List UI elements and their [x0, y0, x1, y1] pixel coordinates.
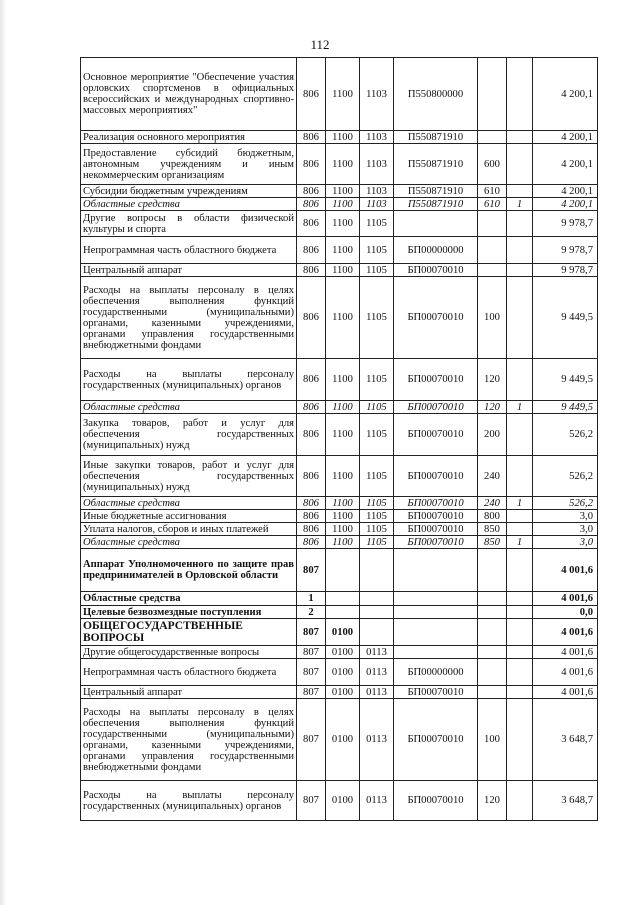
row-funding-source [507, 185, 533, 198]
row-target-article [394, 211, 478, 237]
row-department-code: 807 [297, 699, 326, 781]
row-section-code: 1100 [326, 523, 360, 536]
table-row [81, 592, 598, 606]
row-target-article: БП00070010 [394, 686, 478, 699]
row-department-code: 1 [297, 592, 326, 606]
row-name: Расходы на выплаты персоналу в целях обеспечения выполнения функций государственными (муниципальными) органами, казенными учреждениями, органами управления государственными внебюджетными фондами [81, 699, 297, 781]
row-target-article: БП00000000 [394, 237, 478, 264]
row-amount: 4 200,1 [533, 131, 598, 144]
row-expense-type: 800 [478, 510, 507, 523]
row-name: Иные закупки товаров, работ и услуг для обеспечения государственных (муниципальных) нужд [81, 456, 297, 497]
row-amount: 4 001,6 [533, 686, 598, 699]
table-row [81, 659, 598, 686]
row-expense-type [478, 686, 507, 699]
table-row [81, 277, 598, 359]
row-funding-source [507, 277, 533, 359]
row-amount: 4 001,6 [533, 659, 598, 686]
row-expense-type: 610 [478, 185, 507, 198]
table-row [81, 144, 598, 185]
row-funding-source [507, 549, 533, 592]
table-row [81, 646, 598, 659]
table-row [81, 131, 598, 144]
row-expense-type [478, 211, 507, 237]
row-target-article [394, 549, 478, 592]
row-funding-source [507, 699, 533, 781]
row-section-code: 1100 [326, 264, 360, 277]
row-subsection-code [360, 549, 394, 592]
row-section-code: 1100 [326, 198, 360, 211]
row-name: Областные средства [81, 198, 297, 211]
row-amount: 3 648,7 [533, 781, 598, 821]
row-section-code: 1100 [326, 497, 360, 510]
row-section-code: 1100 [326, 144, 360, 185]
table-row [81, 401, 598, 414]
row-section-code: 0100 [326, 646, 360, 659]
row-subsection-code: 1105 [360, 523, 394, 536]
row-target-article: БП00070010 [394, 359, 478, 401]
row-funding-source [507, 131, 533, 144]
row-target-article: БП00070010 [394, 781, 478, 821]
row-subsection-code: 1103 [360, 131, 394, 144]
row-section-code [326, 549, 360, 592]
table-row [81, 549, 598, 592]
row-funding-source: 1 [507, 497, 533, 510]
row-name: Закупка товаров, работ и услуг для обеспечения государственных (муниципальных) нужд [81, 414, 297, 456]
row-subsection-code [360, 592, 394, 606]
row-subsection-code [360, 619, 394, 646]
table-row [81, 185, 598, 198]
row-name: Другие общегосударственные вопросы [81, 646, 297, 659]
row-subsection-code: 1105 [360, 497, 394, 510]
row-section-code: 1100 [326, 277, 360, 359]
row-name: Реализация основного мероприятия [81, 131, 297, 144]
row-name: Областные средства [81, 536, 297, 549]
row-department-code: 807 [297, 686, 326, 699]
row-subsection-code: 1105 [360, 401, 394, 414]
row-target-article: БП00070010 [394, 401, 478, 414]
row-amount: 9 978,7 [533, 211, 598, 237]
table-row [81, 781, 598, 821]
row-department-code: 806 [297, 510, 326, 523]
row-target-article: П550871910 [394, 185, 478, 198]
row-department-code: 806 [297, 198, 326, 211]
row-name: Областные средства [81, 497, 297, 510]
row-target-article: БП00070010 [394, 456, 478, 497]
row-department-code: 807 [297, 659, 326, 686]
table-row [81, 414, 598, 456]
row-subsection-code: 1105 [360, 359, 394, 401]
row-department-code: 806 [297, 185, 326, 198]
row-department-code: 807 [297, 646, 326, 659]
row-funding-source [507, 781, 533, 821]
row-subsection-code: 1105 [360, 414, 394, 456]
row-funding-source [507, 523, 533, 536]
scan-edge-shadow [0, 0, 6, 905]
row-expense-type: 120 [478, 359, 507, 401]
row-target-article: П550871910 [394, 131, 478, 144]
row-department-code: 2 [297, 606, 326, 619]
table-row [81, 264, 598, 277]
row-department-code: 806 [297, 401, 326, 414]
row-section-code: 1100 [326, 510, 360, 523]
row-department-code: 806 [297, 131, 326, 144]
row-amount: 4 200,1 [533, 198, 598, 211]
row-amount: 9 449,5 [533, 359, 598, 401]
row-name: Центральный аппарат [81, 264, 297, 277]
row-expense-type [478, 131, 507, 144]
table-row [81, 58, 598, 131]
row-name: Центральный аппарат [81, 686, 297, 699]
row-target-article [394, 646, 478, 659]
row-amount: 9 449,5 [533, 277, 598, 359]
row-amount: 9 978,7 [533, 237, 598, 264]
row-funding-source [507, 144, 533, 185]
row-department-code: 806 [297, 58, 326, 131]
row-section-code: 0100 [326, 686, 360, 699]
row-section-code: 1100 [326, 211, 360, 237]
table-row [81, 510, 598, 523]
row-expense-type: 120 [478, 401, 507, 414]
row-funding-source [507, 456, 533, 497]
row-expense-type: 120 [478, 781, 507, 821]
row-name: Расходы на выплаты персоналу государственных (муниципальных) органов [81, 359, 297, 401]
row-expense-type: 200 [478, 414, 507, 456]
row-section-code: 1100 [326, 359, 360, 401]
row-amount: 526,2 [533, 497, 598, 510]
row-expense-type [478, 264, 507, 277]
row-expense-type: 100 [478, 699, 507, 781]
row-department-code: 806 [297, 497, 326, 510]
row-funding-source [507, 646, 533, 659]
row-section-code: 1100 [326, 401, 360, 414]
row-section-code: 0100 [326, 659, 360, 686]
row-expense-type: 600 [478, 144, 507, 185]
row-expense-type: 240 [478, 456, 507, 497]
row-expense-type: 610 [478, 198, 507, 211]
row-amount: 4 200,1 [533, 144, 598, 185]
row-name: Предоставление субсидий бюджетным, автономным учреждениям и иным некоммерческим организациям [81, 144, 297, 185]
row-target-article: БП00070010 [394, 536, 478, 549]
row-funding-source [507, 414, 533, 456]
row-department-code: 807 [297, 549, 326, 592]
row-amount: 9 449,5 [533, 401, 598, 414]
row-section-code: 1100 [326, 58, 360, 131]
row-subsection-code: 1105 [360, 237, 394, 264]
row-target-article [394, 606, 478, 619]
row-expense-type: 850 [478, 523, 507, 536]
table-row [81, 619, 598, 646]
row-subsection-code: 0113 [360, 646, 394, 659]
row-subsection-code: 1105 [360, 510, 394, 523]
row-target-article: БП00070010 [394, 277, 478, 359]
row-target-article: П550871910 [394, 144, 478, 185]
row-subsection-code: 1105 [360, 536, 394, 549]
row-funding-source [507, 264, 533, 277]
row-department-code: 807 [297, 781, 326, 821]
row-funding-source [507, 606, 533, 619]
row-amount: 3,0 [533, 510, 598, 523]
row-section-code [326, 606, 360, 619]
row-name: Основное мероприятие "Обеспечение участия орловских спортсменов в официальных всероссийских и международных спортивно-массовых мероприятиях" [81, 58, 297, 131]
row-section-code: 1100 [326, 536, 360, 549]
row-department-code: 806 [297, 456, 326, 497]
row-funding-source: 1 [507, 536, 533, 549]
row-section-code: 1100 [326, 237, 360, 264]
row-section-code: 0100 [326, 619, 360, 646]
row-subsection-code: 1105 [360, 264, 394, 277]
row-name: Субсидии бюджетным учреждениям [81, 185, 297, 198]
row-funding-source: 1 [507, 401, 533, 414]
budget-table [80, 57, 598, 821]
budget-table-body [81, 58, 598, 821]
table-row [81, 237, 598, 264]
row-name: Аппарат Уполномоченного по защите прав предпринимателей в Орловской области [81, 549, 297, 592]
table-row [81, 198, 598, 211]
row-name: Другие вопросы в области физической культуры и спорта [81, 211, 297, 237]
row-expense-type: 100 [478, 277, 507, 359]
row-amount: 4 200,1 [533, 185, 598, 198]
row-funding-source [507, 237, 533, 264]
row-subsection-code [360, 606, 394, 619]
row-department-code: 806 [297, 414, 326, 456]
row-amount: 9 978,7 [533, 264, 598, 277]
row-amount: 526,2 [533, 456, 598, 497]
row-amount: 4 001,6 [533, 619, 598, 646]
row-department-code: 806 [297, 523, 326, 536]
row-section-code [326, 592, 360, 606]
row-amount: 4 001,6 [533, 549, 598, 592]
table-row [81, 456, 598, 497]
row-funding-source [507, 58, 533, 131]
row-target-article: БП00070010 [394, 264, 478, 277]
row-target-article: БП00000000 [394, 659, 478, 686]
row-expense-type: 240 [478, 497, 507, 510]
row-subsection-code: 0113 [360, 686, 394, 699]
table-row [81, 606, 598, 619]
row-department-code: 806 [297, 264, 326, 277]
row-target-article: БП00070010 [394, 497, 478, 510]
row-target-article: БП00070010 [394, 523, 478, 536]
row-expense-type [478, 619, 507, 646]
row-amount: 526,2 [533, 414, 598, 456]
row-department-code: 806 [297, 536, 326, 549]
row-funding-source [507, 619, 533, 646]
row-section-code: 1100 [326, 456, 360, 497]
row-name: Целевые безвозмездные поступления [81, 606, 297, 619]
row-funding-source [507, 659, 533, 686]
row-subsection-code: 1103 [360, 144, 394, 185]
row-subsection-code: 0113 [360, 699, 394, 781]
row-name: Непрограммная часть областного бюджета [81, 659, 297, 686]
row-subsection-code: 1105 [360, 211, 394, 237]
row-department-code: 807 [297, 619, 326, 646]
row-name: Иные бюджетные ассигнования [81, 510, 297, 523]
row-name: Расходы на выплаты персоналу государственных (муниципальных) органов [81, 781, 297, 821]
row-funding-source [507, 510, 533, 523]
row-subsection-code: 1105 [360, 456, 394, 497]
row-name: Областные средства [81, 401, 297, 414]
row-target-article: П550871910 [394, 198, 478, 211]
row-amount: 3,0 [533, 523, 598, 536]
row-expense-type [478, 549, 507, 592]
row-funding-source [507, 211, 533, 237]
row-amount: 3,0 [533, 536, 598, 549]
row-department-code: 806 [297, 237, 326, 264]
row-funding-source: 1 [507, 198, 533, 211]
row-funding-source [507, 592, 533, 606]
row-target-article [394, 592, 478, 606]
row-name: Расходы на выплаты персоналу в целях обеспечения выполнения функций государственными (муниципальными) органами, казенными учреждениями, органами управления государственными внебюджетными фондами [81, 277, 297, 359]
row-target-article [394, 619, 478, 646]
row-target-article: П550800000 [394, 58, 478, 131]
row-expense-type [478, 659, 507, 686]
row-department-code: 806 [297, 144, 326, 185]
row-amount: 3 648,7 [533, 699, 598, 781]
row-subsection-code: 0113 [360, 781, 394, 821]
row-name: Областные средства [81, 592, 297, 606]
row-target-article: БП00070010 [394, 414, 478, 456]
row-subsection-code: 1105 [360, 277, 394, 359]
row-subsection-code: 1103 [360, 198, 394, 211]
row-expense-type: 850 [478, 536, 507, 549]
table-row [81, 536, 598, 549]
row-amount: 4 001,6 [533, 646, 598, 659]
row-amount: 0,0 [533, 606, 598, 619]
row-section-code: 0100 [326, 699, 360, 781]
row-expense-type [478, 237, 507, 264]
row-amount: 4 200,1 [533, 58, 598, 131]
page-number: 112 [310, 37, 330, 52]
table-row [81, 359, 598, 401]
row-amount: 4 001,6 [533, 592, 598, 606]
row-funding-source [507, 359, 533, 401]
row-subsection-code: 1103 [360, 58, 394, 131]
row-expense-type [478, 58, 507, 131]
row-expense-type [478, 646, 507, 659]
row-expense-type [478, 606, 507, 619]
row-funding-source [507, 686, 533, 699]
table-row [81, 699, 598, 781]
row-target-article: БП00070010 [394, 510, 478, 523]
row-section-code: 1100 [326, 131, 360, 144]
table-row [81, 211, 598, 237]
row-name: ОБЩЕГОСУДАРСТВЕННЫЕ ВОПРОСЫ [81, 619, 297, 646]
row-section-code: 0100 [326, 781, 360, 821]
row-name: Непрограммная часть областного бюджета [81, 237, 297, 264]
table-row [81, 497, 598, 510]
row-department-code: 806 [297, 359, 326, 401]
row-expense-type [478, 592, 507, 606]
row-department-code: 806 [297, 277, 326, 359]
table-row [81, 686, 598, 699]
row-target-article: БП00070010 [394, 699, 478, 781]
row-section-code: 1100 [326, 185, 360, 198]
row-subsection-code: 0113 [360, 659, 394, 686]
row-department-code: 806 [297, 211, 326, 237]
table-row [81, 523, 598, 536]
row-section-code: 1100 [326, 414, 360, 456]
row-subsection-code: 1103 [360, 185, 394, 198]
row-name: Уплата налогов, сборов и иных платежей [81, 523, 297, 536]
